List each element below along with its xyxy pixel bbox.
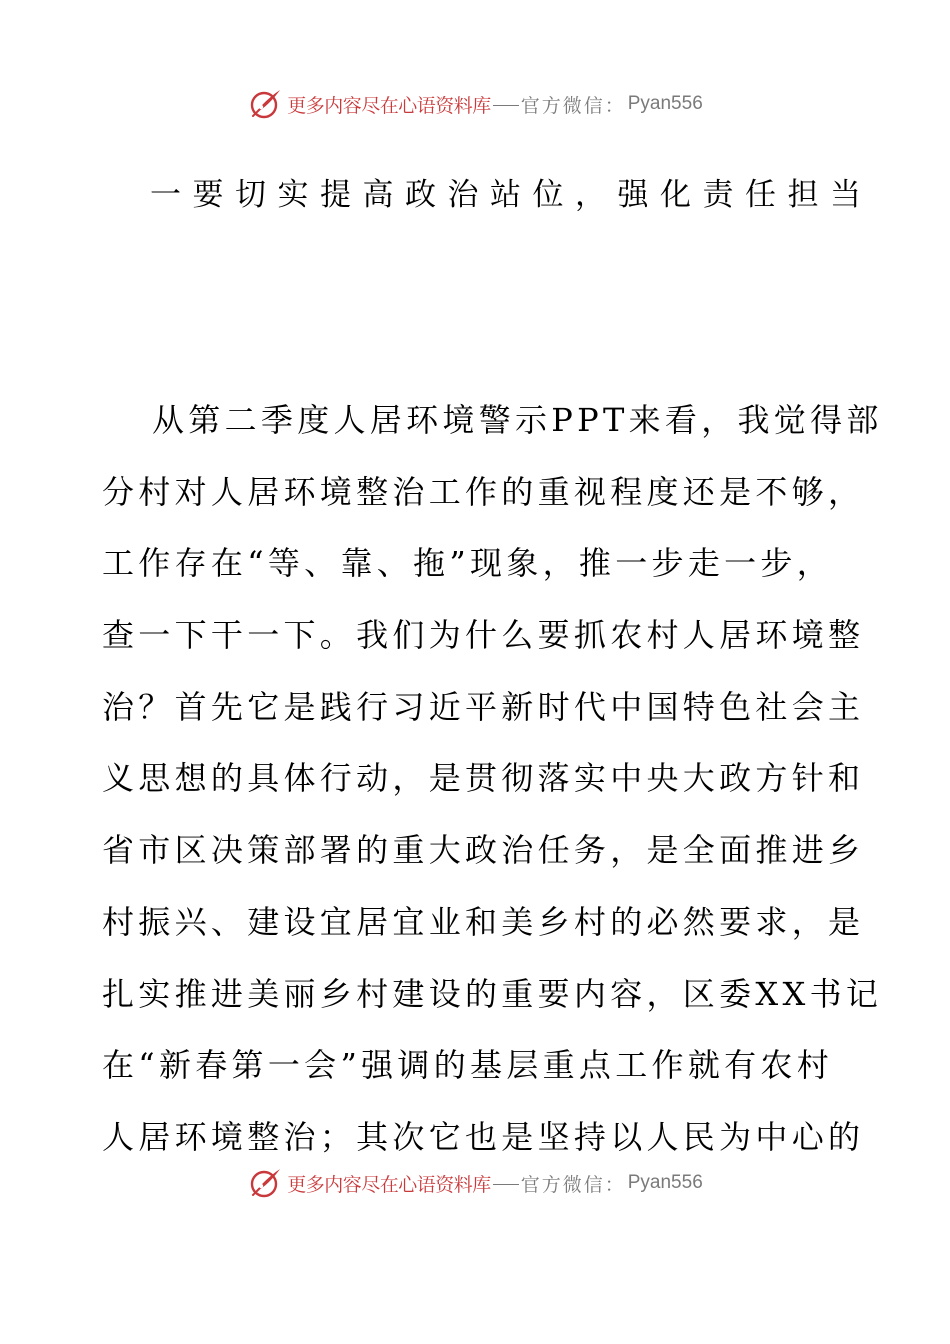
paragraph-line: 村振兴、建设宜居宜业和美乡村的必然要求，是 bbox=[102, 902, 865, 941]
watermark-wechat-id: Pyan556 bbox=[627, 93, 703, 114]
paragraph-line: 查一下干一下。我们为什么要抓农村人居环境整 bbox=[102, 616, 865, 655]
watermark-header bbox=[0, 84, 950, 124]
watermark-brand: 更多内容尽在心语资料库 bbox=[287, 94, 491, 117]
paragraph-line: 在“新春第一会”强调的基层重点工作就有农村 bbox=[102, 1046, 834, 1085]
paragraph-line: 从第二季度人居环境警示PPT来看，我觉得部 bbox=[152, 401, 883, 439]
section-heading: 一要切实提高政治站位，强化责任担当 bbox=[150, 177, 873, 213]
paragraph-line: 分村对人居环境整治工作的重视程度还是不够， bbox=[102, 472, 865, 511]
paragraph-line: 省市区决策部署的重大政治任务，是全面推进乡 bbox=[102, 831, 865, 870]
quill-circle-logo-icon bbox=[247, 1165, 283, 1201]
paragraph-line: 扎实推进美丽乡村建设的重要内容，区委XX书记 bbox=[102, 974, 883, 1013]
watermark-brand: 更多内容尽在心语资料库 bbox=[287, 1173, 491, 1196]
paragraph-line: 人居环境整治；其次它也是坚持以人民为中心的 bbox=[102, 1117, 865, 1156]
watermark-footer bbox=[0, 1163, 950, 1203]
paragraph-line: 义思想的具体行动，是贯彻落实中央大政方针和 bbox=[102, 759, 865, 798]
quill-circle-logo-icon bbox=[247, 86, 283, 122]
watermark-label: 官方微信： bbox=[520, 1173, 626, 1196]
watermark-wechat-id: Pyan556 bbox=[627, 1172, 703, 1193]
paragraph-line: 治？首先它是践行习近平新时代中国特色社会主 bbox=[102, 687, 865, 726]
body-paragraph bbox=[102, 385, 883, 1174]
watermark-label: 官方微信： bbox=[520, 94, 626, 117]
watermark-dash bbox=[493, 1184, 519, 1185]
paragraph-line: 工作存在“等、靠、拖”现象，推一步走一步， bbox=[102, 544, 834, 583]
watermark-dash bbox=[493, 105, 519, 106]
